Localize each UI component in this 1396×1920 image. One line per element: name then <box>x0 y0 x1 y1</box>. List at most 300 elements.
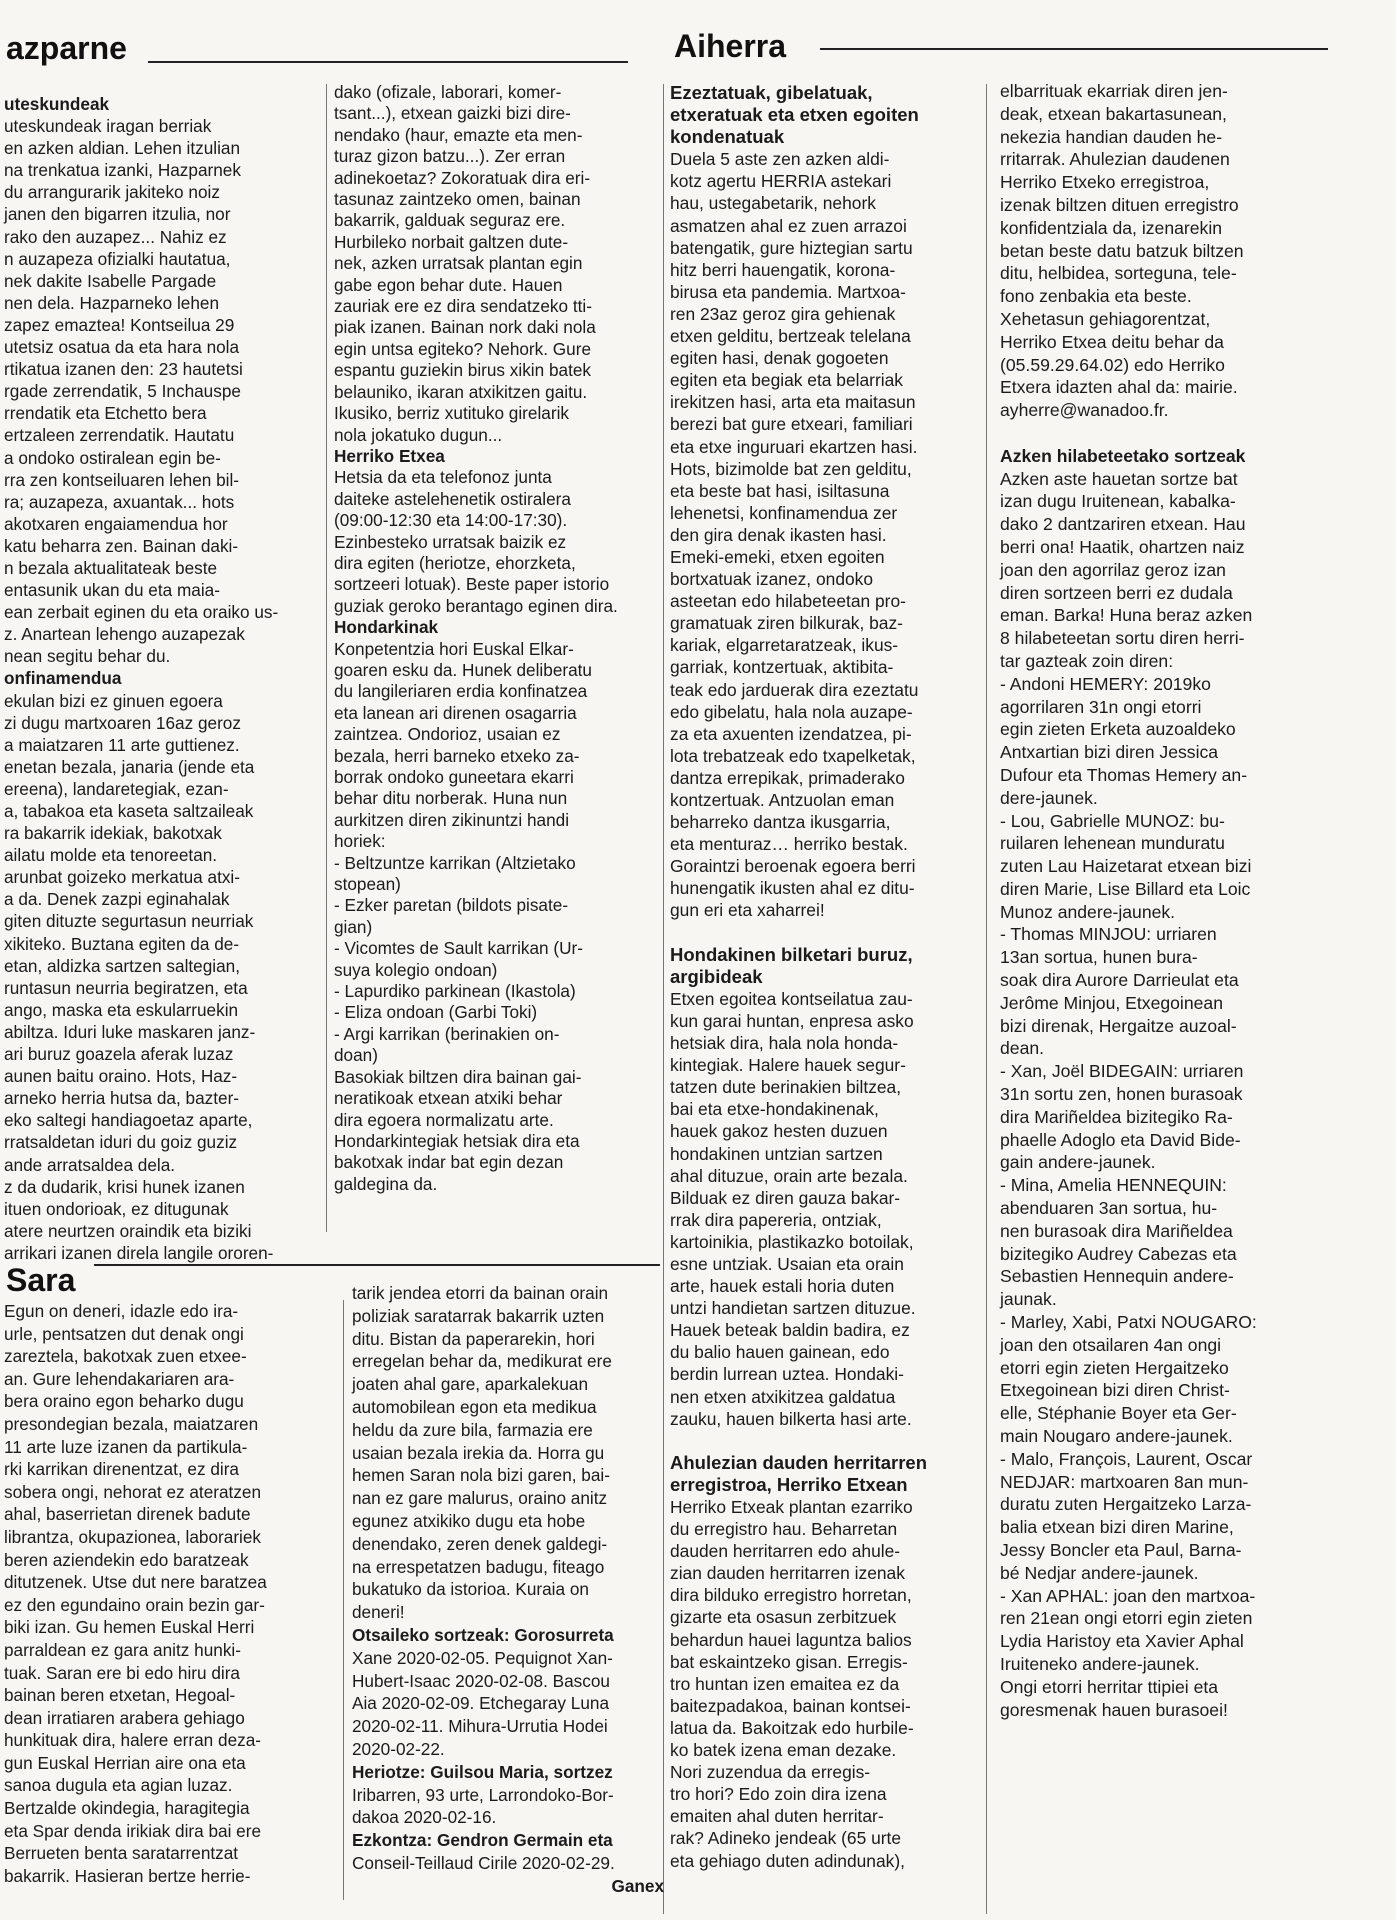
article-text-line: dira bilduko erregistro horretan, <box>670 1585 912 1606</box>
article-text-line: hitz berri hauengatik, korona- <box>670 259 896 280</box>
article-heading-line: Heriotze: Guilsou Maria, sortzez <box>352 1761 613 1782</box>
article-text-line: rak? Adineko jendeak (65 urte <box>670 1828 902 1849</box>
article-text-line: dere-jaunek. <box>1000 787 1098 808</box>
article-text-line: egiten hasi, denak gogoeten <box>670 348 889 369</box>
article-text-line: garriak, kontzertuak, aktibita- <box>670 657 894 678</box>
article-text-line: eta beste bat hasi, isiltasuna <box>670 480 890 501</box>
article-text-line: ari buruz goazela aferak luzaz <box>4 1044 234 1065</box>
aiherra-column-1 <box>670 82 982 1912</box>
article-text-line: n bezala aktualitateak beste <box>4 557 218 578</box>
article-text-line: bizi direnak, Hergaitze auzoal- <box>1000 1015 1237 1036</box>
article-text-line: hauek gakoz hesten duzuen <box>670 1121 888 1142</box>
article-text-line: NEDJAR: martxoaren 8an mun- <box>1000 1471 1249 1492</box>
article-text-line: nola jokatuko dugun... <box>334 424 503 445</box>
article-text-line: du langileriaren erdia konfinatzea <box>334 681 588 702</box>
article-text-line: arte, hauek estali horia duten <box>670 1276 895 1297</box>
article-heading-line: Azken hilabeteetako sortzeak <box>1000 445 1246 466</box>
article-text-line: urle, pentsatzen dut denak ongi <box>4 1323 244 1344</box>
article-text-line: aunen baitu oraino. Hots, Haz- <box>4 1066 238 1087</box>
sara-column-1 <box>4 1300 336 1910</box>
article-text-line: jaunak. <box>1000 1289 1057 1310</box>
article-text-line: arneko herria hutsa da, bazter- <box>4 1088 240 1109</box>
column-divider <box>343 1300 344 1900</box>
article-text-line: Lydia Haristoy eta Xavier Aphal <box>1000 1631 1244 1652</box>
section-rule-hazparne <box>148 61 628 63</box>
article-text-line: usaian bezala irekia da. Horra gu <box>352 1442 605 1463</box>
article-text-line: - Mina, Amelia HENNEQUIN: <box>1000 1175 1227 1196</box>
article-text-line: - Ezker paretan (bildots pisate- <box>334 895 569 916</box>
article-text-line: soak dira Aurore Darrieulat eta <box>1000 970 1239 991</box>
article-text-line: katu beharra zen. Bainan daki- <box>4 535 239 556</box>
article-text-line: emaiten ahal duten herritar- <box>670 1806 884 1827</box>
article-text-line: - Xan APHAL: joan den martxoa- <box>1000 1585 1256 1606</box>
article-text-line: rtikatua izanen den: 23 hautetsi <box>4 359 243 380</box>
article-text-line: Antxartian bizi diren Jessica <box>1000 742 1219 763</box>
article-text-line: egin zieten Erketa auzoaldeko <box>1000 719 1236 740</box>
article-text-line: rako den auzapez... Nahiz ez <box>4 226 227 247</box>
article-text-line: Etxen egoitea kontseilatua zau- <box>670 988 913 1009</box>
article-text-line: esne untziak. Usaian eta orain <box>670 1253 904 1274</box>
article-text-line: Duela 5 aste zen azken aldi- <box>670 149 890 170</box>
article-text-line: gramatuak ziren bilkurak, baz- <box>670 613 903 634</box>
article-text-line: Ezinbesteko urratsak baizik ez <box>334 531 567 552</box>
section-title-aiherra: Aiherra <box>674 28 787 64</box>
article-text-line: abenduaren 3an sortua, hu- <box>1000 1198 1218 1219</box>
article-text-line: atere neurtzen oraindik eta biziki <box>4 1220 252 1241</box>
article-text-line: nek, azken urratsak plantan egin <box>334 253 583 274</box>
article-text-line: tarik jendea etorri da bainan orain <box>352 1283 609 1303</box>
article-text-line: ra; auzapeza, axuantak... hots <box>4 491 235 512</box>
article-text-line: - Xan, Joël BIDEGAIN: urriaren <box>1000 1061 1244 1082</box>
article-text-line: Munoz andere-jaunek. <box>1000 901 1176 922</box>
article-text-line: ren 23az geroz gira gehienak <box>670 303 896 324</box>
article-text-line: entasunik ukan du eta maia- <box>4 580 220 601</box>
article-text-line: etxen gelditu, bertzeak telelana <box>670 326 911 347</box>
article-text-line: betan beste datu batzuk biltzen <box>1000 240 1244 261</box>
article-text-line: joan den otsailaren 4an ongi <box>1000 1334 1222 1355</box>
article-text-line: izenak biltzen dituen erregistro <box>1000 194 1239 215</box>
article-text-line: ekulan bizi ez ginuen egoera <box>4 690 223 711</box>
article-text-line: nen etxen atxikitzea galdatua <box>670 1386 896 1407</box>
article-text-line: hetsiak dira, hala nola honda- <box>670 1033 899 1054</box>
article-text-line: Konpetentzia hori Euskal Elkar- <box>334 638 574 659</box>
article-text-line: egunez atxikiko dugu eta hobe <box>352 1510 586 1531</box>
article-text-line: tuak. Saran ere bi edo hiru dira <box>4 1662 240 1683</box>
article-text-line: joaten ahal gare, aparkalekuan <box>352 1374 589 1395</box>
article-text-line: etan, aldizka sartzen saltegian, <box>4 955 240 976</box>
article-text-line: en azken aldian. Lehen itzulian <box>4 138 241 159</box>
article-text-line: doan) <box>334 1045 378 1066</box>
article-text-line: ditutzenek. Utse dut nere baratzea <box>4 1572 267 1593</box>
article-text-line: dantza errepikak, primaderako <box>670 767 905 788</box>
article-text-line: ituen ondorioak, ez ditugunak <box>4 1198 229 1219</box>
article-text-line: gun Euskal Herrian aire ona eta <box>4 1752 246 1773</box>
article-text-line: Etxegoinean bizi diren Christ- <box>1000 1380 1230 1401</box>
article-text-line: ruilaren lehenean munduratu <box>1000 833 1225 854</box>
article-text-line: za eta axuenten izendatzea, pi- <box>670 723 912 744</box>
article-text-line: Azken aste hauetan sortze bat <box>1000 468 1238 489</box>
article-text-line: beren aziendekin edo baratzeak <box>4 1549 249 1570</box>
article-text-line: utetsiz osatua da eta hara nola <box>4 337 240 358</box>
article-text-line: dean. <box>1000 1038 1045 1059</box>
article-text-line: egin untsa egiteko? Nehork. Gure <box>334 338 592 359</box>
article-text-line: galdegina da. <box>334 1173 438 1194</box>
article-text-line: Conseil-Teillaud Cirile 2020-02-29. <box>352 1852 615 1873</box>
article-text-line: bezala, herri barneko etxeko za- <box>334 745 580 766</box>
hazparne-column-2 <box>334 82 654 1232</box>
article-text-line: gizarte eta osasun zerbitzuek <box>670 1607 897 1628</box>
article-text-line: behardun hauei laguntza balios <box>670 1629 912 1650</box>
column-divider <box>986 84 987 1914</box>
article-text-line: egiten eta begiak eta belarriak <box>670 370 903 391</box>
article-text-line: joan den agorrilaz geroz izan <box>1000 559 1226 580</box>
article-text-line: stopean) <box>334 874 401 895</box>
article-text-line: kartoinikia, plastikazko botoilak, <box>670 1231 914 1252</box>
article-text-line: du balio hauen gainean, edo <box>670 1342 890 1363</box>
article-text-line: janen den bigarren itzulia, nor <box>4 204 231 225</box>
article-text-line: automobilean egon eta medikua <box>352 1396 597 1417</box>
article-text-line: Herriko Etxeko erregistroa, <box>1000 172 1210 193</box>
article-text-line: Hetsia da eta telefonoz junta <box>334 467 552 488</box>
article-text-line: a da. Denek zazpi eginahalak <box>4 889 230 910</box>
article-text-line: na errespetatzen badugu, fiteago <box>352 1556 605 1577</box>
article-text-line: ertzaleen zerrendatik. Hautatu <box>4 425 235 446</box>
article-heading-line: kondenatuak <box>670 126 785 148</box>
article-text-line: Nori zuzendua da erregis- <box>670 1762 871 1783</box>
article-text-line: deneri! <box>352 1602 405 1623</box>
article-text-line: nen dela. Hazparneko lehen <box>4 292 220 313</box>
article-text-line: tar gazteak zoin diren: <box>1000 650 1174 671</box>
article-heading-line: Hondakinen bilketari buruz, <box>670 943 913 965</box>
article-text-line: diren Marie, Lise Billard eta Loic <box>1000 878 1251 899</box>
article-text-line: z da dudarik, krisi hunek izanen <box>4 1176 245 1197</box>
article-text-line: 2020-02-11. Mihura-Urrutia Hodei <box>352 1716 608 1737</box>
article-text-line: 2020-02-22. <box>352 1738 445 1759</box>
article-text-line: bakotxak indar bat egin dezan <box>334 1152 564 1173</box>
article-text-line: Ikusiko, berriz xutituko girelarik <box>334 403 569 424</box>
article-text-line: kontzertuak. Antzuolan eman <box>670 790 895 810</box>
article-text-line: espantu guziekin birus xikin batek <box>334 360 592 381</box>
article-text-line: giten dituzte segurtasun neurriak <box>4 911 254 932</box>
article-heading-line: argibideak <box>670 965 763 987</box>
article-text-line: enetan bezala, janaria (jende eta <box>4 756 255 777</box>
column-divider <box>326 84 327 1232</box>
section-rule-sara <box>94 1264 660 1266</box>
article-text-line: Hubert-Isaac 2020-02-08. Bascou <box>352 1670 610 1691</box>
article-text-line: deak, etxean bakartasunean, <box>1000 103 1227 124</box>
article-text-line: bé Nedjar andere-jaunek. <box>1000 1562 1199 1583</box>
article-text-line: duratu zuten Hergaitzeko Larza- <box>1000 1494 1252 1515</box>
article-text-line: nendako (haur, emazte eta men- <box>334 124 583 145</box>
article-text-line: an. Gure lehendakariaren ara- <box>4 1368 235 1389</box>
article-text-line: gain andere-jaunek. <box>1000 1152 1156 1173</box>
article-text-line: diren sortzeen berri ez dudala <box>1000 582 1233 603</box>
article-text-line: Jerôme Minjou, Etxegoinean <box>1000 992 1223 1013</box>
article-heading-line: erregistroa, Herriko Etxean <box>670 1473 908 1495</box>
article-text-line: bainan beren etxetan, Hegoal- <box>4 1685 236 1706</box>
article-text-line: belauniko, ikaran atxikitzen gaitu. <box>334 381 588 402</box>
article-text-line: fono zenbakia eta beste. <box>1000 286 1192 307</box>
article-text-line: Goraintzi beroenak egoera berri <box>670 856 916 877</box>
article-heading-line: Otsaileko sortzeak: Gorosurreta <box>352 1624 614 1645</box>
article-text-line: birusa eta pandemia. Martxoa- <box>670 281 906 302</box>
article-text-line: 11 arte luze izanen da partikula- <box>4 1436 248 1457</box>
article-heading-line: Ezeztatuak, gibelatuak, <box>670 82 873 103</box>
article-text-line: Bilduak ez diren gauza bakar- <box>670 1187 901 1208</box>
article-text-line: gabe egon behar dute. Hauen <box>334 274 563 295</box>
article-text-line: poliziak saratarrak bakarrik uzten <box>352 1305 605 1326</box>
article-text-line: - Thomas MINJOU: urriaren <box>1000 924 1217 945</box>
article-text-line: sanoa dugula eta agian luzaz. <box>4 1775 233 1796</box>
article-text-line <box>670 1430 982 1452</box>
article-text-line: ande arratsaldea dela. <box>4 1154 176 1175</box>
article-text-line: 13an sortua, hunen bura- <box>1000 947 1198 968</box>
article-text-line: dakoa 2020-02-16. <box>352 1807 497 1828</box>
article-text-line: bortxatuak izanez, ondoko <box>670 569 874 590</box>
article-text-line: beharreko dantza ikusgarria, <box>670 812 891 833</box>
article-text-line: elle, Stéphanie Boyer eta Ger- <box>1000 1403 1237 1424</box>
article-text-line: hunkituak dira, halere erran deza- <box>4 1730 262 1751</box>
article-text-line: tasunaz zaintzeko omen, bainan <box>334 189 581 210</box>
article-text-line: bizitegiko Audrey Cabezas eta <box>1000 1243 1237 1264</box>
article-text-line: daiteke astelehenetik ostiralera <box>334 488 571 509</box>
article-text-line: ahal, baserrietan direnek badute <box>4 1504 251 1525</box>
article-text-line: Herriko Etxea deitu behar da <box>1000 331 1224 352</box>
article-text-line: edo gibelatu, hala nola auzape- <box>670 701 913 722</box>
article-text-line: dako 2 dantzariren etxean. Hau <box>1000 514 1246 535</box>
article-text-line: (09:00-12:30 eta 14:00-17:30). <box>334 510 568 531</box>
article-text-line: Hauek beteak baldin badira, ez <box>670 1320 910 1341</box>
article-text-line: Ongi etorri herritar ttipiei eta <box>1000 1676 1219 1697</box>
article-text-line: rrendatik eta Etchetto bera <box>4 403 207 424</box>
article-text-line: Sebastien Hennequin andere- <box>1000 1266 1234 1287</box>
article-text-line: behar ditu norberak. Huna nun <box>334 788 568 809</box>
article-text-line: nean segitu behar du. <box>4 646 171 667</box>
article-text-line: eko saltegi handiagoetaz aparte, <box>4 1110 253 1131</box>
article-text-line: 31n sortu zen, honen burasoak <box>1000 1084 1243 1105</box>
article-text-line: lehenetsi, konfinamendua zer <box>670 502 898 523</box>
article-text-line: latua da. Bakoitzak edo hurbile- <box>670 1717 914 1738</box>
article-text-line: a ondoko ostiralean egin be- <box>4 447 221 468</box>
hazparne-column-1 <box>4 93 320 1263</box>
article-text-line: akotxaren engaiamendua hor <box>4 513 228 534</box>
article-text-line: balia etxean bizi diren Marine, <box>1000 1517 1234 1538</box>
article-text-line: uteskundeak iragan berriak <box>4 116 212 137</box>
article-text-line: nan ez gare malurus, oraino anitz <box>352 1488 608 1509</box>
article-text-line: bera oraino egon beharko dugu <box>4 1391 244 1412</box>
article-text-line: lota trebatzeak edo txapelketak, <box>670 745 916 766</box>
article-text-line: - Andoni HEMERY: 2019ko <box>1000 673 1211 694</box>
article-text-line: Herriko Etxeak plantan ezarriko <box>670 1497 913 1517</box>
article-text-line: eta gehiago duten adindunak), <box>670 1850 905 1871</box>
article-text-line: a, tabakoa eta kaseta saltzaileak <box>4 801 254 821</box>
article-text-line: dira egoera normalizatu arte. <box>334 1109 554 1130</box>
article-text-line: - Marley, Xabi, Patxi NOUGARO: <box>1000 1312 1257 1333</box>
article-text-line: bai eta etxe-hondakinenak, <box>670 1099 879 1120</box>
article-text-line: Berrueten benta saratarrentzat <box>4 1843 239 1864</box>
article-text-line: zi dugu martxoaren 16az geroz <box>4 712 241 733</box>
article-text-line: hemen Saran nola bizi garen, bai- <box>352 1465 610 1486</box>
article-text-line: horiek: <box>334 831 386 852</box>
article-text-line: neratikoak etxean atxiki behar <box>334 1088 563 1109</box>
article-text-line: untzi handietan sartzen dituzue. <box>670 1298 916 1319</box>
article-text-line: Xehetasun gehiagorentzat, <box>1000 308 1211 329</box>
section-title-sara: Sara <box>6 1262 76 1298</box>
article-text-line: Hots, bizimolde bat zen gelditu, <box>670 458 912 479</box>
article-text-line: dira egiten (heriotze, ehorzketa, <box>334 552 576 573</box>
article-text-line: borrak ondoko guneetara ekarri <box>334 767 574 787</box>
article-text-line: eta menturaz… herriko bestak. <box>670 834 908 855</box>
article-text-line: eta Spar denda irikiak dira bai ere <box>4 1820 262 1841</box>
article-text-line <box>1000 422 1352 445</box>
article-text-line: abiltza. Iduri luke maskaren janz- <box>4 1021 256 1042</box>
article-text-line: na trenkatua izanki, Hazparnek <box>4 160 241 181</box>
article-text-line: Basokiak biltzen dira bainan gai- <box>334 1066 582 1087</box>
article-text-line: ailatu molde eta tenoreetan. <box>4 845 218 866</box>
article-text-line: nen burasoak dira Mariñeldea <box>1000 1220 1233 1241</box>
article-text-line: suya kolegio ondoan) <box>334 959 498 980</box>
article-text-line: du erregistro hau. Beharretan <box>670 1519 898 1540</box>
article-text-line: rki karrikan direnentzat, ez dira <box>4 1459 239 1480</box>
article-text-line: agorrilaren 31n ongi etorri <box>1000 696 1202 717</box>
article-text-line: biki izan. Gu hemen Euskal Herri <box>4 1617 255 1638</box>
article-text-line: etorri egin zieten Hergaitzeko <box>1000 1357 1229 1378</box>
article-text-line: - Eliza ondoan (Garbi Toki) <box>334 1002 538 1023</box>
article-text-line: Emeki-emeki, etxen egoiten <box>670 546 885 567</box>
article-text-line: rritarrak. Ahulezian daudenen <box>1000 149 1230 170</box>
article-text-line: tatzen dute berinakien biltzea, <box>670 1077 902 1098</box>
article-text-line: dauden herritarren edo ahule- <box>670 1541 901 1562</box>
article-text-line: irekitzen hasi, arta eta maitasun <box>670 392 916 413</box>
article-text-line: zian dauden herritarren izenak <box>670 1563 905 1584</box>
article-text-line: - Vicomtes de Sault karrikan (Ur- <box>334 938 583 959</box>
article-text-line: goresmenak hauen burasoei! <box>1000 1699 1228 1720</box>
article-text-line: Jessy Boncler eta Paul, Barna- <box>1000 1540 1242 1560</box>
article-text-line: du arrangurarik jakiteko noiz <box>4 182 220 203</box>
section-title-hazparne: azparne <box>6 30 127 66</box>
article-text-line: tro huntan izen emaitea ez da <box>670 1673 900 1694</box>
article-text-line: - Argi karrikan (berinakien on- <box>334 1023 560 1044</box>
article-text-line: baitezpadakoa, bainan kontsei- <box>670 1695 911 1716</box>
article-text-line: erregelan behar da, medikurat ere <box>352 1351 612 1372</box>
article-text-line: tsant...), etxean gaizki bizi dire- <box>334 103 571 124</box>
article-text-line: Iruiteneko andere-jaunek. <box>1000 1653 1200 1674</box>
article-text-line: Hurbileko norbait galtzen dute- <box>334 231 569 252</box>
article-text-line: eta etxe inguruari ekartzen hasi. <box>670 436 918 457</box>
article-heading-line: uteskundeak <box>4 94 110 114</box>
article-text-line: piak izanen. Bainan nork daki nola <box>334 317 596 338</box>
article-text-line: - Malo, François, Laurent, Oscar <box>1000 1448 1253 1469</box>
article-text-line: Iribarren, 93 urte, Larrondoko-Bor- <box>352 1784 614 1805</box>
section-rule-aiherra <box>820 48 1328 50</box>
article-text-line: gun eri eta xaharrei! <box>670 900 825 921</box>
article-text-line: Egun on deneri, idazle edo ira- <box>4 1301 239 1321</box>
article-text-line: ko batek izena eman dezake. <box>670 1740 897 1761</box>
article-text-line: Dufour eta Thomas Hemery an- <box>1000 764 1248 785</box>
article-text-line: phaelle Adoglo eta David Bide- <box>1000 1129 1241 1150</box>
article-text-line: elbarrituak ekarriak diren jen- <box>1000 81 1228 101</box>
article-text-line: main Nougaro andere-jaunek. <box>1000 1426 1233 1447</box>
article-text-line: dean irratiaren arabera gehiago <box>4 1707 245 1728</box>
article-text-line: asteetan edo hilabeteetan pro- <box>670 591 906 612</box>
article-text-line: z. Anartean lehengo auzapezak <box>4 624 245 645</box>
article-text-line: berdin lurrean uztea. Hondaki- <box>670 1364 904 1385</box>
article-text-line: ditu, helbidea, sorteguna, tele- <box>1000 263 1237 284</box>
article-text-line: rgade zerrendatik, 5 Inchauspe <box>4 381 241 402</box>
article-text-line: berri ona! Haatik, ohartzen naiz <box>1000 536 1245 557</box>
article-text-line: zaintzea. Ondorioz, usaian ez <box>334 724 561 745</box>
article-text-line: runtasun neurria begiratzen, eta <box>4 977 248 998</box>
article-text-line: parraldean ez gara anitz hunki- <box>4 1639 241 1660</box>
article-heading-line: Herriko Etxea <box>334 445 445 466</box>
article-text-line: kotz agertu HERRIA astekari <box>670 171 892 192</box>
article-text-line: goaren esku da. Hunek deliberatu <box>334 659 592 680</box>
article-text-line: ereena), landaretegiak, ezan- <box>4 778 229 799</box>
article-text-line: gian) <box>334 916 373 937</box>
article-text-line: teak edo jarduerak dira ezeztatu <box>670 679 919 700</box>
article-text-line: zuten Lau Haizetarat etxean bizi <box>1000 856 1252 877</box>
article-text-line: ango, maska eta eskularruekin <box>4 999 239 1020</box>
article-text-line: bakarrik, galduak seguraz ere. <box>334 210 566 231</box>
article-text-line: ditu. Bistan da paperarekin, hori <box>352 1328 595 1349</box>
article-text-line: nekezia handian dauden he- <box>1000 126 1223 147</box>
article-text-line: berezi bat gure etxeari, familiari <box>670 414 913 435</box>
article-text-line: turaz gizon batzu...). Zer erran <box>334 146 566 167</box>
aiherra-column-2 <box>1000 80 1352 1910</box>
article-text-line: arrikari izanen direla langile ororen- <box>4 1242 274 1263</box>
article-text-line: librantza, okupazionea, laborariek <box>4 1526 262 1547</box>
article-text-line: - Beltzuntze karrikan (Altzietako <box>334 852 576 873</box>
article-text-line: - Lou, Gabrielle MUNOZ: bu- <box>1000 810 1225 831</box>
article-text-line: ean zerbait eginen du eta oraiko us- <box>4 602 279 623</box>
article-heading-line: Ganex <box>611 1875 664 1896</box>
article-text-line: 8 hilabeteetan sortu diren herri- <box>1000 628 1245 649</box>
article-text-line: rratsaldetan iduri du goiz guziz <box>4 1132 238 1153</box>
article-text-line: dira Mariñeldea bizitegiko Ra- <box>1000 1106 1233 1127</box>
article-text-line: adinekoetaz? Zokoratuak dira eri- <box>334 167 591 188</box>
article-text-line: Hondarkintegiak hetsiak dira eta <box>334 1130 580 1151</box>
sara-column-2 <box>352 1282 664 1912</box>
article-text-line: xikiteko. Buztana egiten da de- <box>4 933 240 954</box>
article-heading-line: Ezkontza: Gendron Germain eta <box>352 1830 613 1851</box>
article-text-line: batengatik, gure hiztegian sartu <box>670 237 913 258</box>
article-text-line: hau, ustegabetarik, nehork <box>670 193 876 214</box>
article-heading-line: onfinamendua <box>4 668 122 689</box>
article-text-line: den gira denak ikasten hasi. <box>670 524 887 545</box>
article-text-line: bat eskaintzeko gisan. Erregis- <box>670 1651 908 1672</box>
article-text-line: arunbat goizeko merkatua atxi- <box>4 867 240 888</box>
article-text-line: ez den egundaino orain bezin gar- <box>4 1594 265 1615</box>
article-text-line: Bertzalde okindegia, haragitegia <box>4 1798 250 1819</box>
article-text-line: asmatzen ahal ez zuen arrazoi <box>670 215 907 236</box>
article-text-line: bukatuko da istorioa. Kuraia on <box>352 1579 589 1600</box>
article-text-line: hondakinen untzian sartzen <box>670 1143 883 1164</box>
article-text-line: Xane 2020-02-05. Pequignot Xan- <box>352 1647 613 1668</box>
article-text-line: hunengatik ikusten ahal ez ditu- <box>670 878 915 899</box>
article-text-line: tro hori? Edo zoin dira izena <box>670 1784 887 1805</box>
article-text-line: ahal dituzue, orain arte bezala. <box>670 1165 908 1186</box>
article-text-line: ayherre@wanadoo.fr. <box>1000 400 1169 421</box>
article-text-line: sobera ongi, nehorat ez ateratzen <box>4 1481 262 1502</box>
article-text-line: zapez emaztea! Kontseilua 29 <box>4 314 235 335</box>
article-text-line: n auzapeza ofizialki hautatua, <box>4 248 231 269</box>
article-text-line: presondegian bezala, maiatzaren <box>4 1413 259 1434</box>
article-heading-line: Hondarkinak <box>334 617 439 638</box>
article-text-line: eman. Barka! Huna beraz azken <box>1000 605 1253 626</box>
article-text-line: heldu da zure bila, farmazia ere <box>352 1419 593 1440</box>
article-text-line: rrak dira papereria, ontziak, <box>670 1209 882 1230</box>
article-text-line: Etxera idazten ahal da: mairie. <box>1000 377 1238 398</box>
